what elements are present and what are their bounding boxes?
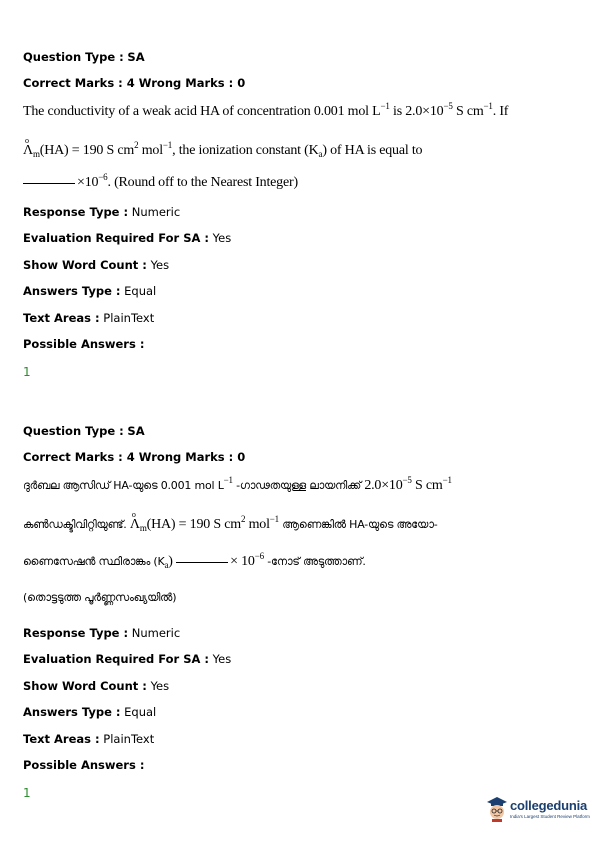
lambda-symbol: o Λ [23, 136, 33, 158]
possible-answer-value: 1 [23, 365, 31, 379]
evaluation-row: Evaluation Required For SA : Yes [23, 231, 232, 245]
question-text-line-1: The conductivity of a weak acid HA of concentration 0.001 mol $L^{-1}$ is $2.0\times 10^{-5}$ S $cm^{-1}$. If [23, 101, 509, 119]
question-text-ml-line-2: കൺഡക്ടിവിറ്റിയുണ്ട്. o $\Lambda_m(HA) = 190$ S $cm^2$ mol$^{-1}$ ആണെങ്കിൽ HA-യുടെ അയോ- [23, 510, 438, 533]
answers-type-row: Answers Type : Equal [23, 705, 157, 719]
collegedunia-logo [486, 796, 590, 828]
logo-tagline: India's Largest Student Review Platform [510, 814, 590, 819]
response-type-row: Response Type : Numeric [23, 626, 181, 640]
text-areas-row: Text Areas : PlainText [23, 732, 155, 746]
marks-row: Correct Marks : 4 Wrong Marks : 0 [23, 450, 246, 464]
text-areas-row: Text Areas : PlainText [23, 311, 155, 325]
word-count-row: Show Word Count : Yes [23, 258, 170, 272]
logo-wordmark: collegedunia [510, 798, 588, 813]
answers-type-row: Answers Type : Equal [23, 284, 157, 298]
question-text-line-2: o $\Lambda_m(HA) = 190$ S $cm^2$ mol$^{-1}$, the ionization constant $(K_a)$ of HA is equal to [23, 136, 423, 159]
graduate-face-icon [486, 796, 508, 822]
question-type-value: SA [127, 50, 145, 64]
question-type-row [23, 50, 145, 64]
answer-blank [23, 183, 75, 184]
answer-blank [176, 562, 228, 563]
question-text-line-3: $\times 10^{-6}$. (Round off to the Nearest Integer) [23, 172, 298, 191]
marks-text: Correct Marks : 4 Wrong Marks : 0 [23, 76, 246, 90]
word-count-row: Show Word Count : Yes [23, 679, 170, 693]
question-text-ml-line-4: (തൊട്ടടുത്ത പൂർണ്ണസംഖ്യയിൽ) [23, 591, 177, 604]
question-type-row: Question Type : SA [23, 424, 145, 438]
possible-answers-row: Possible Answers : [23, 337, 145, 351]
response-type-row: Response Type : Numeric [23, 205, 181, 219]
question-text-ml-line-3: ണൈസേഷൻ സ്ഥിരാങ്കം $(K_a) \times 10^{-6}$ -നോട് അടുത്താണ്. [23, 551, 366, 570]
lambda-symbol: o Λ [129, 510, 140, 532]
possible-answer-value: 1 [23, 786, 31, 800]
possible-answers-row: Possible Answers : [23, 758, 145, 772]
marks-row [23, 76, 245, 90]
question-type-label: Question Type : [23, 50, 124, 64]
evaluation-row: Evaluation Required For SA : Yes [23, 652, 232, 666]
question-text-ml-line-1: ദുർബല ആസിഡ് HA-യുടെ 0.001 mol $L^{-1}$ -ഗാഢതയുള്ള ലായനിക്ക് $2.0\times 10^{-5}$ S $cm^{-1}$ [23, 475, 452, 493]
